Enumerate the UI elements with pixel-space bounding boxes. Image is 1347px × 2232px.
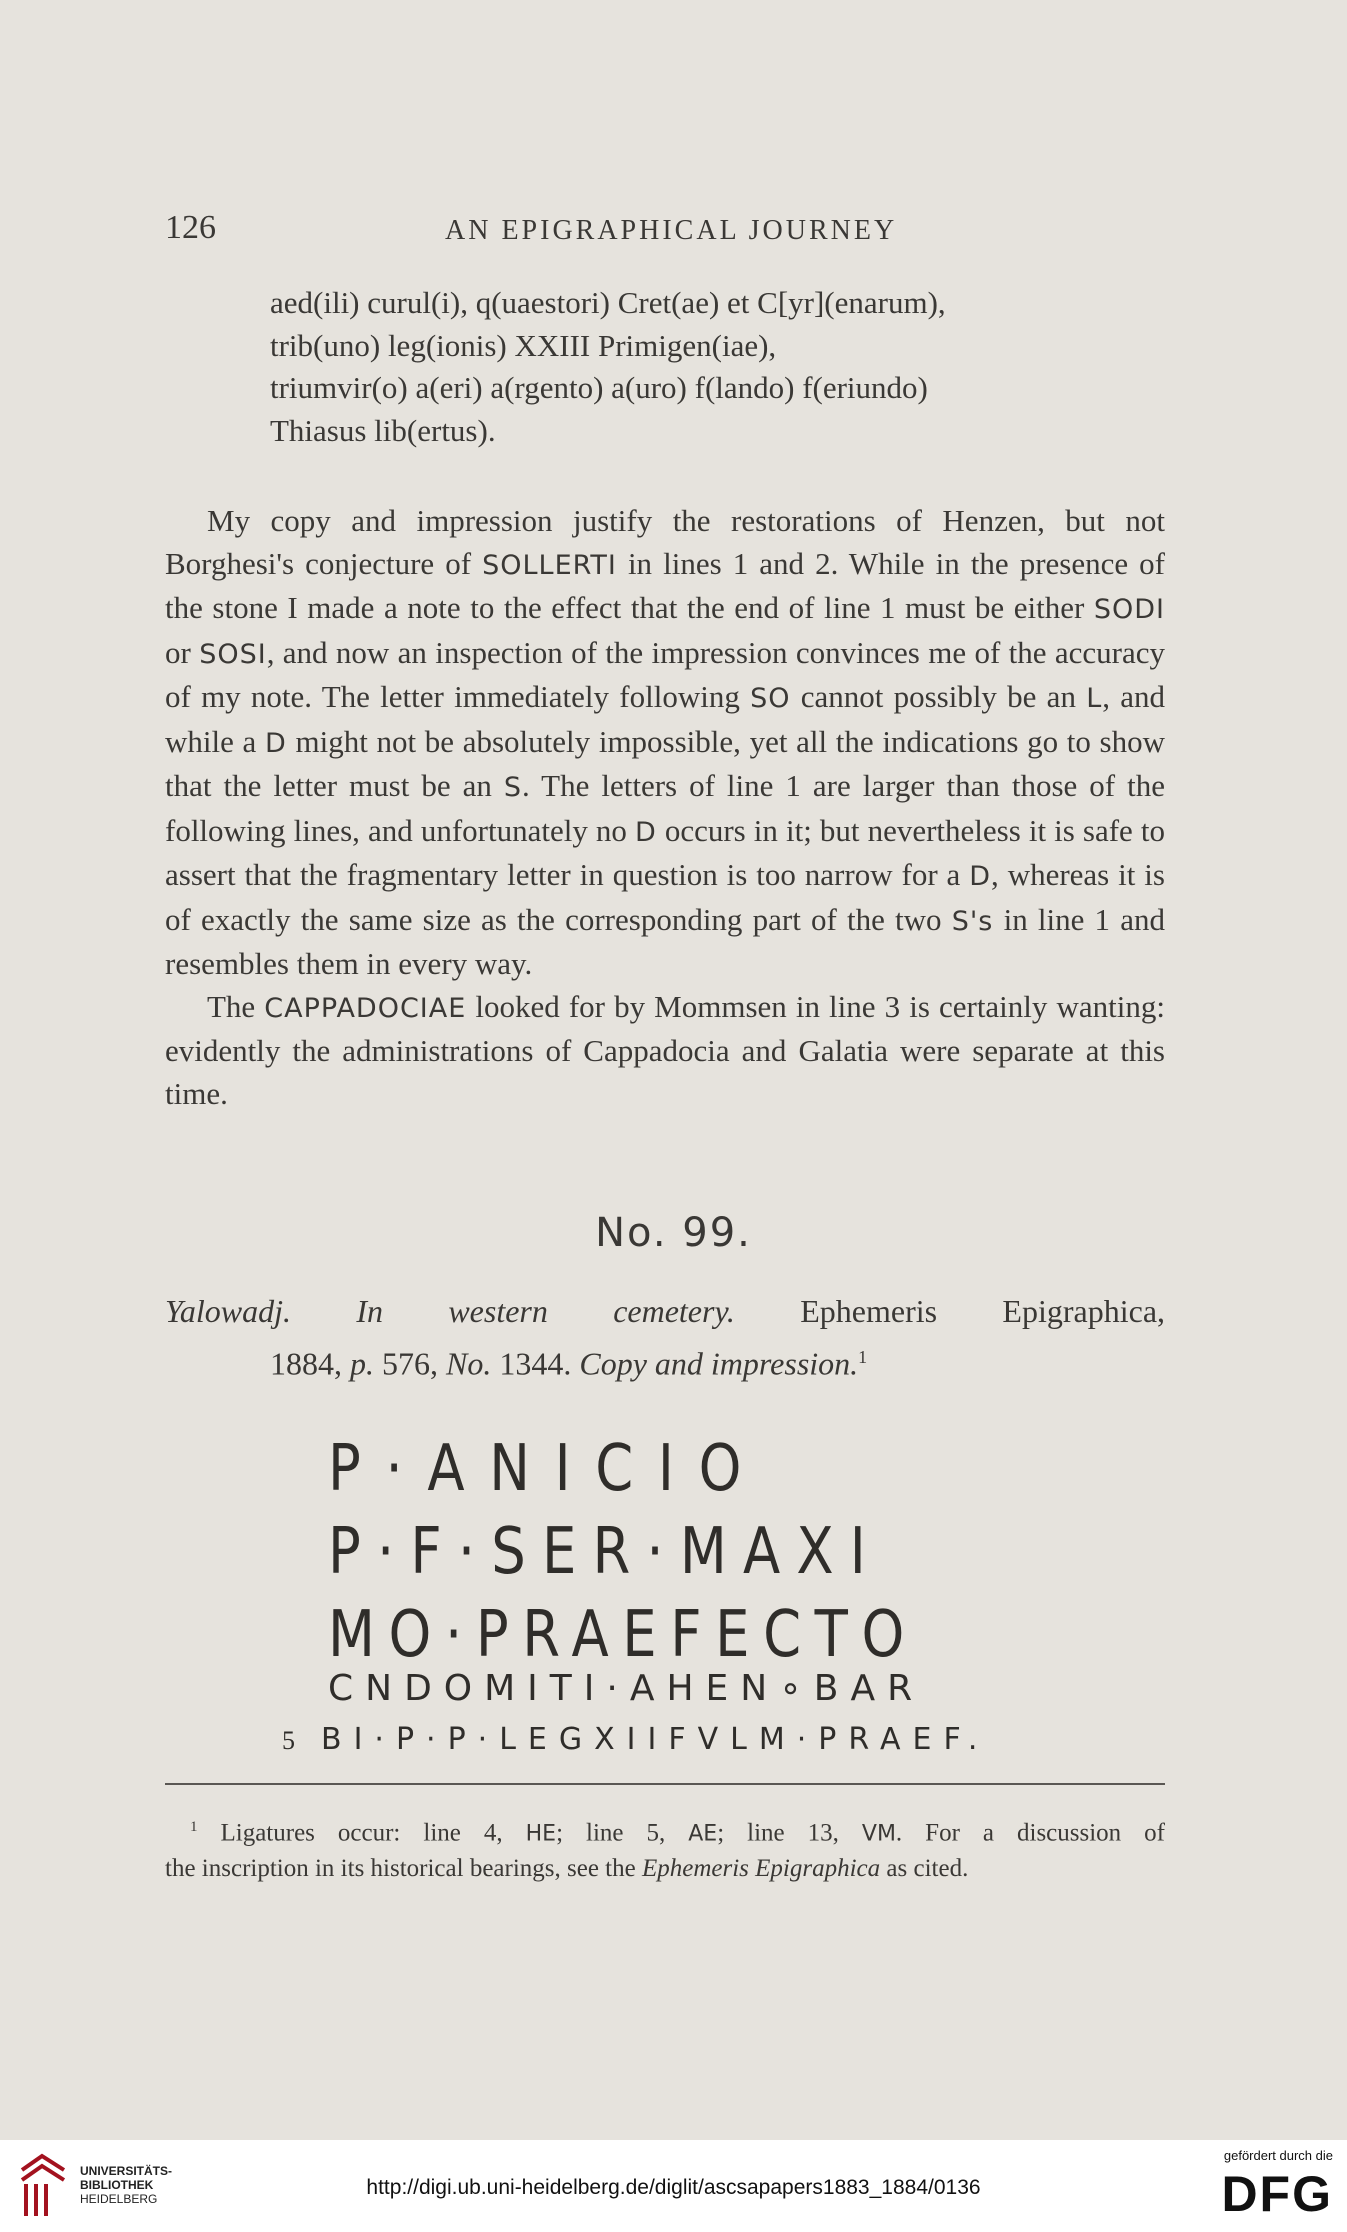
publication: Ephemeris Epigraphica, (800, 1293, 1166, 1329)
digitization-footer (0, 2140, 1347, 2232)
restored-line-2: trib(uno) leg(ionis) XXIII Primigen(iae), (270, 327, 777, 363)
find-place: In western cemetery. (356, 1293, 735, 1329)
restored-text (270, 282, 1170, 452)
library-name: UNIVERSITÄTS- BIBLIOTHEK HEIDELBERG (80, 2164, 173, 2206)
inscription-line-4: CNDOMITI·AHEN∘BAR (328, 1668, 925, 1709)
entry-heading: No. 99. (595, 1210, 752, 1256)
dfg-logo: DFG (1221, 2166, 1333, 2222)
running-title: AN EPIGRAPHICAL JOURNEY (445, 215, 898, 246)
restored-line-3: triumvir(o) a(eri) a(rgento) a(uro) f(lando) f(eriundo) (270, 370, 928, 405)
find-location: Yalowadj. (165, 1293, 291, 1329)
inscription-line-1: P·ANICIO (328, 1432, 767, 1506)
restored-line-4: Thiasus lib(ertus). (270, 412, 496, 448)
inscription-line-3: MO·PRAEFECTO (328, 1598, 918, 1672)
paragraph-2: The CAPPADOCIAE looked for by Mommsen in line 3 is certainly wanting: evidently the administrations of Cappadocia and Galatia were separate at this time. (165, 988, 1165, 1111)
inscription-line-5: 5 BI·P·P·LEGXIIFVLM·PRAEF. (282, 1722, 990, 1757)
entry-source: Yalowadj. In western cemetery. Ephemeris Epigraphica, 1884, p. 576, No. 1344. Copy and impression.$^1$ (165, 1293, 1166, 1382)
funded-by-label: gefördert durch die (1223, 2148, 1333, 2163)
inscription-line-2: P·F·SER·MAXI (328, 1515, 882, 1589)
paragraph-1: My copy and impression justify the restorations of Henzen, but not Borghesi's conjecture of SOLLERTI in lines 1 and 2. While in the presence of the stone I made a note to the effect that the end of line 1 must be either SODI or SOSI, and now an inspection of the impression convinces me of the accuracy of my note. The letter immediately following SO cannot possibly be an L, and while a D might not be absolutely impossible, yet all the indications go to show that the letter must be an S. The letters of line 1 are larger than those of the following lines, and unfortunately no D occurs in it; but nevertheless it is safe to assert that the fragmentary letter in question is too narrow for a D, whereas it is of exactly the same size as the corresponding part of the two S's in line 1 and resembles them in every way. (165, 503, 1165, 981)
footnote: $^1$ Ligatures occur: line 4, HE; line 5, AE; line 13, VM. For a discussion of the inscription in its historical bearings, see the Ephemeris Epigraphica as cited. (165, 1819, 1165, 1883)
line-number: 5 (282, 1726, 295, 1755)
permalink[interactable]: http://digi.ub.uni-heidelberg.de/diglit/ascsapapers1883_1884/0136 (366, 2176, 981, 2199)
restored-line-1: aed(ili) curul(i), q(uaestori) Cret(ae) et C[yr](enarum), (270, 285, 946, 320)
commentary (165, 500, 1165, 1115)
footnote-ref: 1 (858, 1347, 868, 1367)
copy-note: Copy and impression. (579, 1345, 859, 1382)
page-number: 126 (165, 209, 216, 246)
footnote-rule (165, 1783, 1165, 1785)
